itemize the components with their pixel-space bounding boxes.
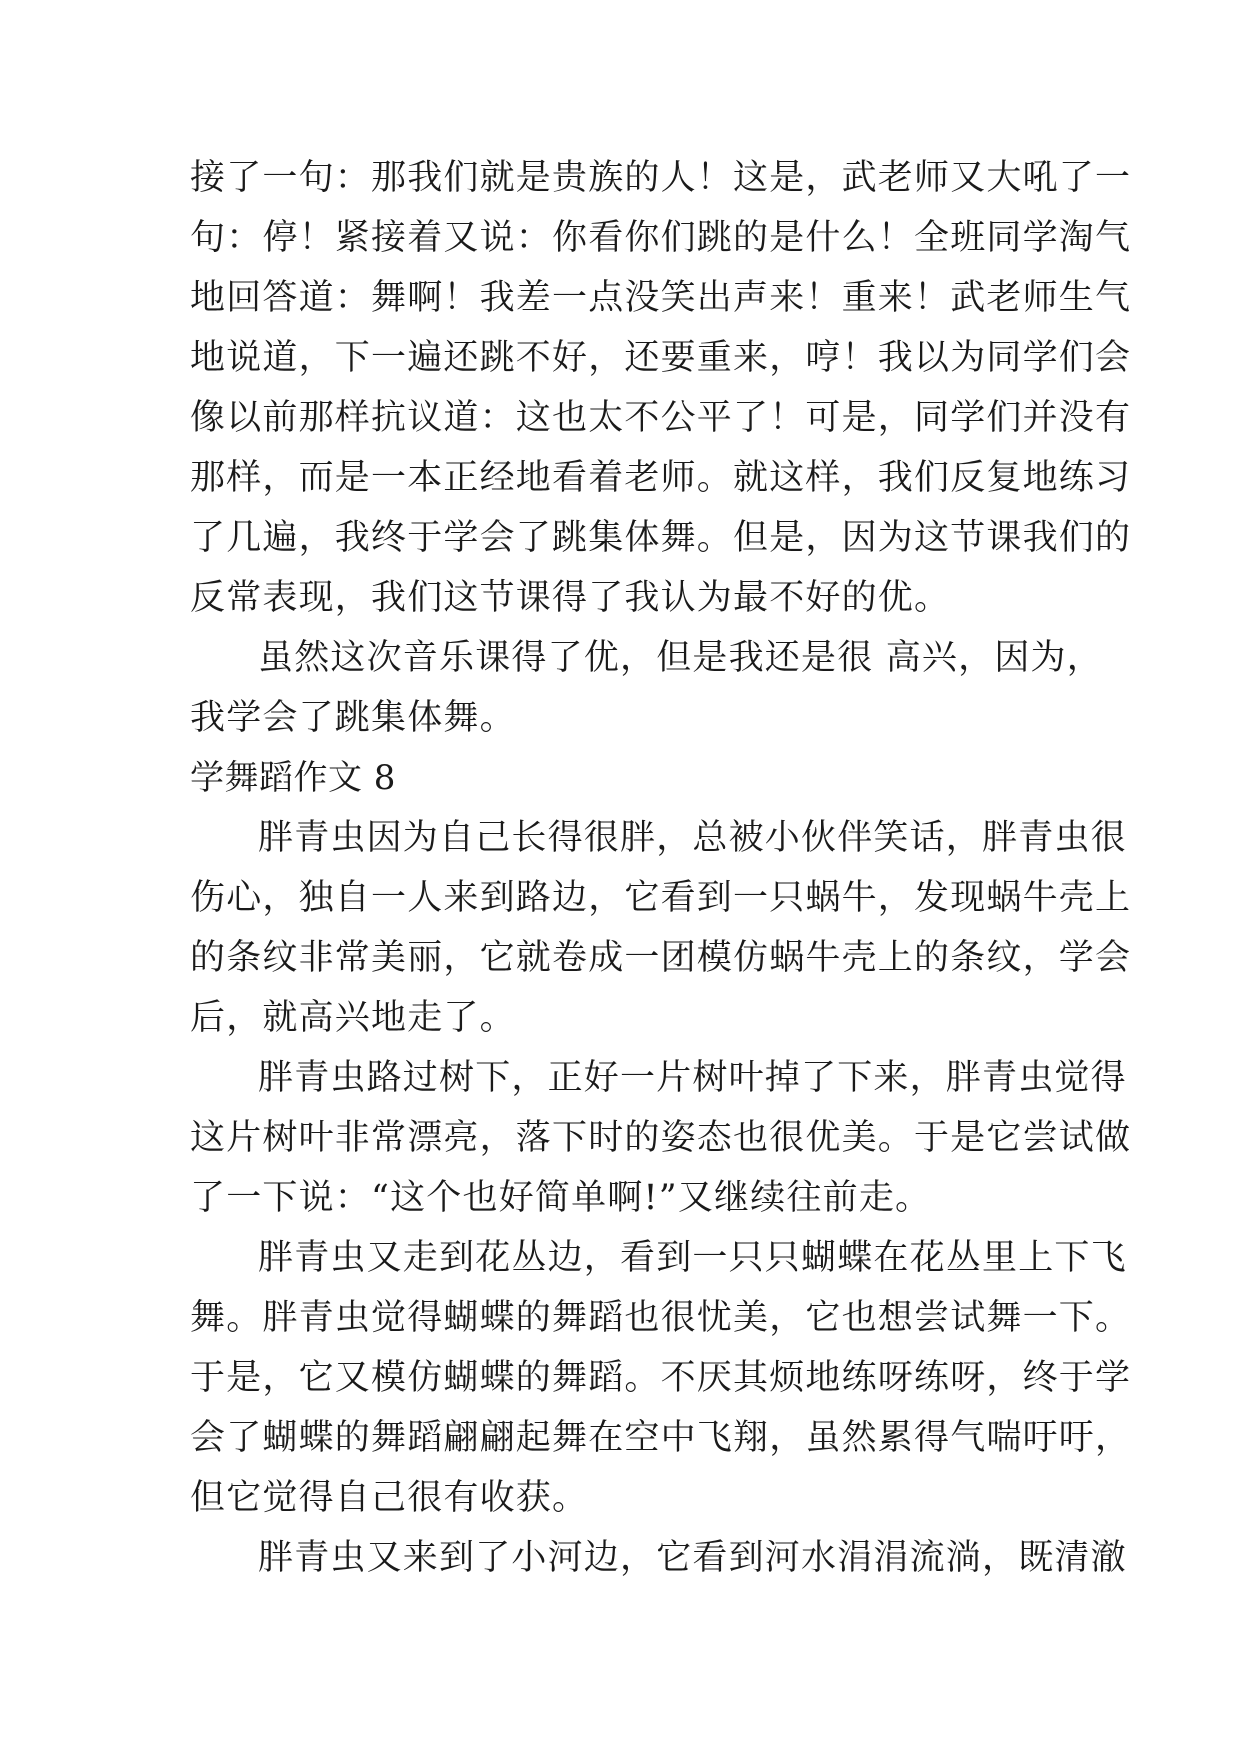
- text-line: 了几遍，我终于学会了跳集体舞。但是，因为这节课我们的: [190, 518, 1132, 558]
- text-line: 我学会了跳集体舞。: [190, 698, 516, 738]
- text-line: 伤心，独自一人来到路边，它看到一只蜗牛，发现蜗牛壳上: [190, 878, 1132, 918]
- text-line: 的条纹非常美丽，它就卷成一团模仿蜗牛壳上的条纹，学会: [190, 938, 1132, 978]
- paragraph-start-line: 虽然这次音乐课得了优，但是我还是很 高兴，因为，: [258, 638, 1103, 678]
- text-line: 这片树叶非常漂亮，落下时的姿态也很优美。于是它尝试做: [190, 1118, 1132, 1158]
- text-line: 句：停！紧接着又说：你看你们跳的是什么！全班同学淘气: [190, 218, 1132, 258]
- text-line: 会了蝴蝶的舞蹈翩翩起舞在空中飞翔，虽然累得气喘吁吁，: [190, 1418, 1132, 1458]
- text-line: 舞。胖青虫觉得蝴蝶的舞蹈也很忧美，它也想尝试舞一下。: [190, 1298, 1132, 1338]
- paragraph-start-line: 胖青虫又走到花丛边，看到一只只蝴蝶在花丛里上下飞: [258, 1238, 1127, 1278]
- text-line: 反常表现，我们这节课得了我认为最不好的优。: [190, 578, 951, 618]
- text-line: 但它觉得自己很有收获。: [190, 1478, 589, 1518]
- text-line: 了一下说：“这个也好简单啊!”又继续往前走。: [190, 1178, 932, 1218]
- paragraph-start-line: 胖青虫又来到了小河边，它看到河水涓涓流淌，既清澈: [258, 1538, 1127, 1578]
- paragraph-start-line: 胖青虫路过树下，正好一片树叶掉了下来，胖青虫觉得: [258, 1058, 1127, 1098]
- text-line: 后，就高兴地走了。: [190, 998, 516, 1038]
- section-heading: 学舞蹈作文 8: [190, 758, 396, 798]
- text-line: 于是，它又模仿蝴蝶的舞蹈。不厌其烦地练呀练呀，终于学: [190, 1358, 1132, 1398]
- paragraph-start-line: 胖青虫因为自己长得很胖，总被小伙伴笑话，胖青虫很: [258, 818, 1127, 858]
- text-line: 接了一句：那我们就是贵族的人！这是，武老师又大吼了一: [190, 158, 1132, 198]
- text-line: 像以前那样抗议道：这也太不公平了！可是，同学们并没有: [190, 398, 1132, 438]
- text-line: 地说道，下一遍还跳不好，还要重来，哼！我以为同学们会: [190, 338, 1132, 378]
- document-page: [190, 148, 1132, 1588]
- text-line: 地回答道：舞啊！我差一点没笑出声来！重来！武老师生气: [190, 278, 1132, 318]
- text-line: 那样，而是一本正经地看着老师。就这样，我们反复地练习: [190, 458, 1132, 498]
